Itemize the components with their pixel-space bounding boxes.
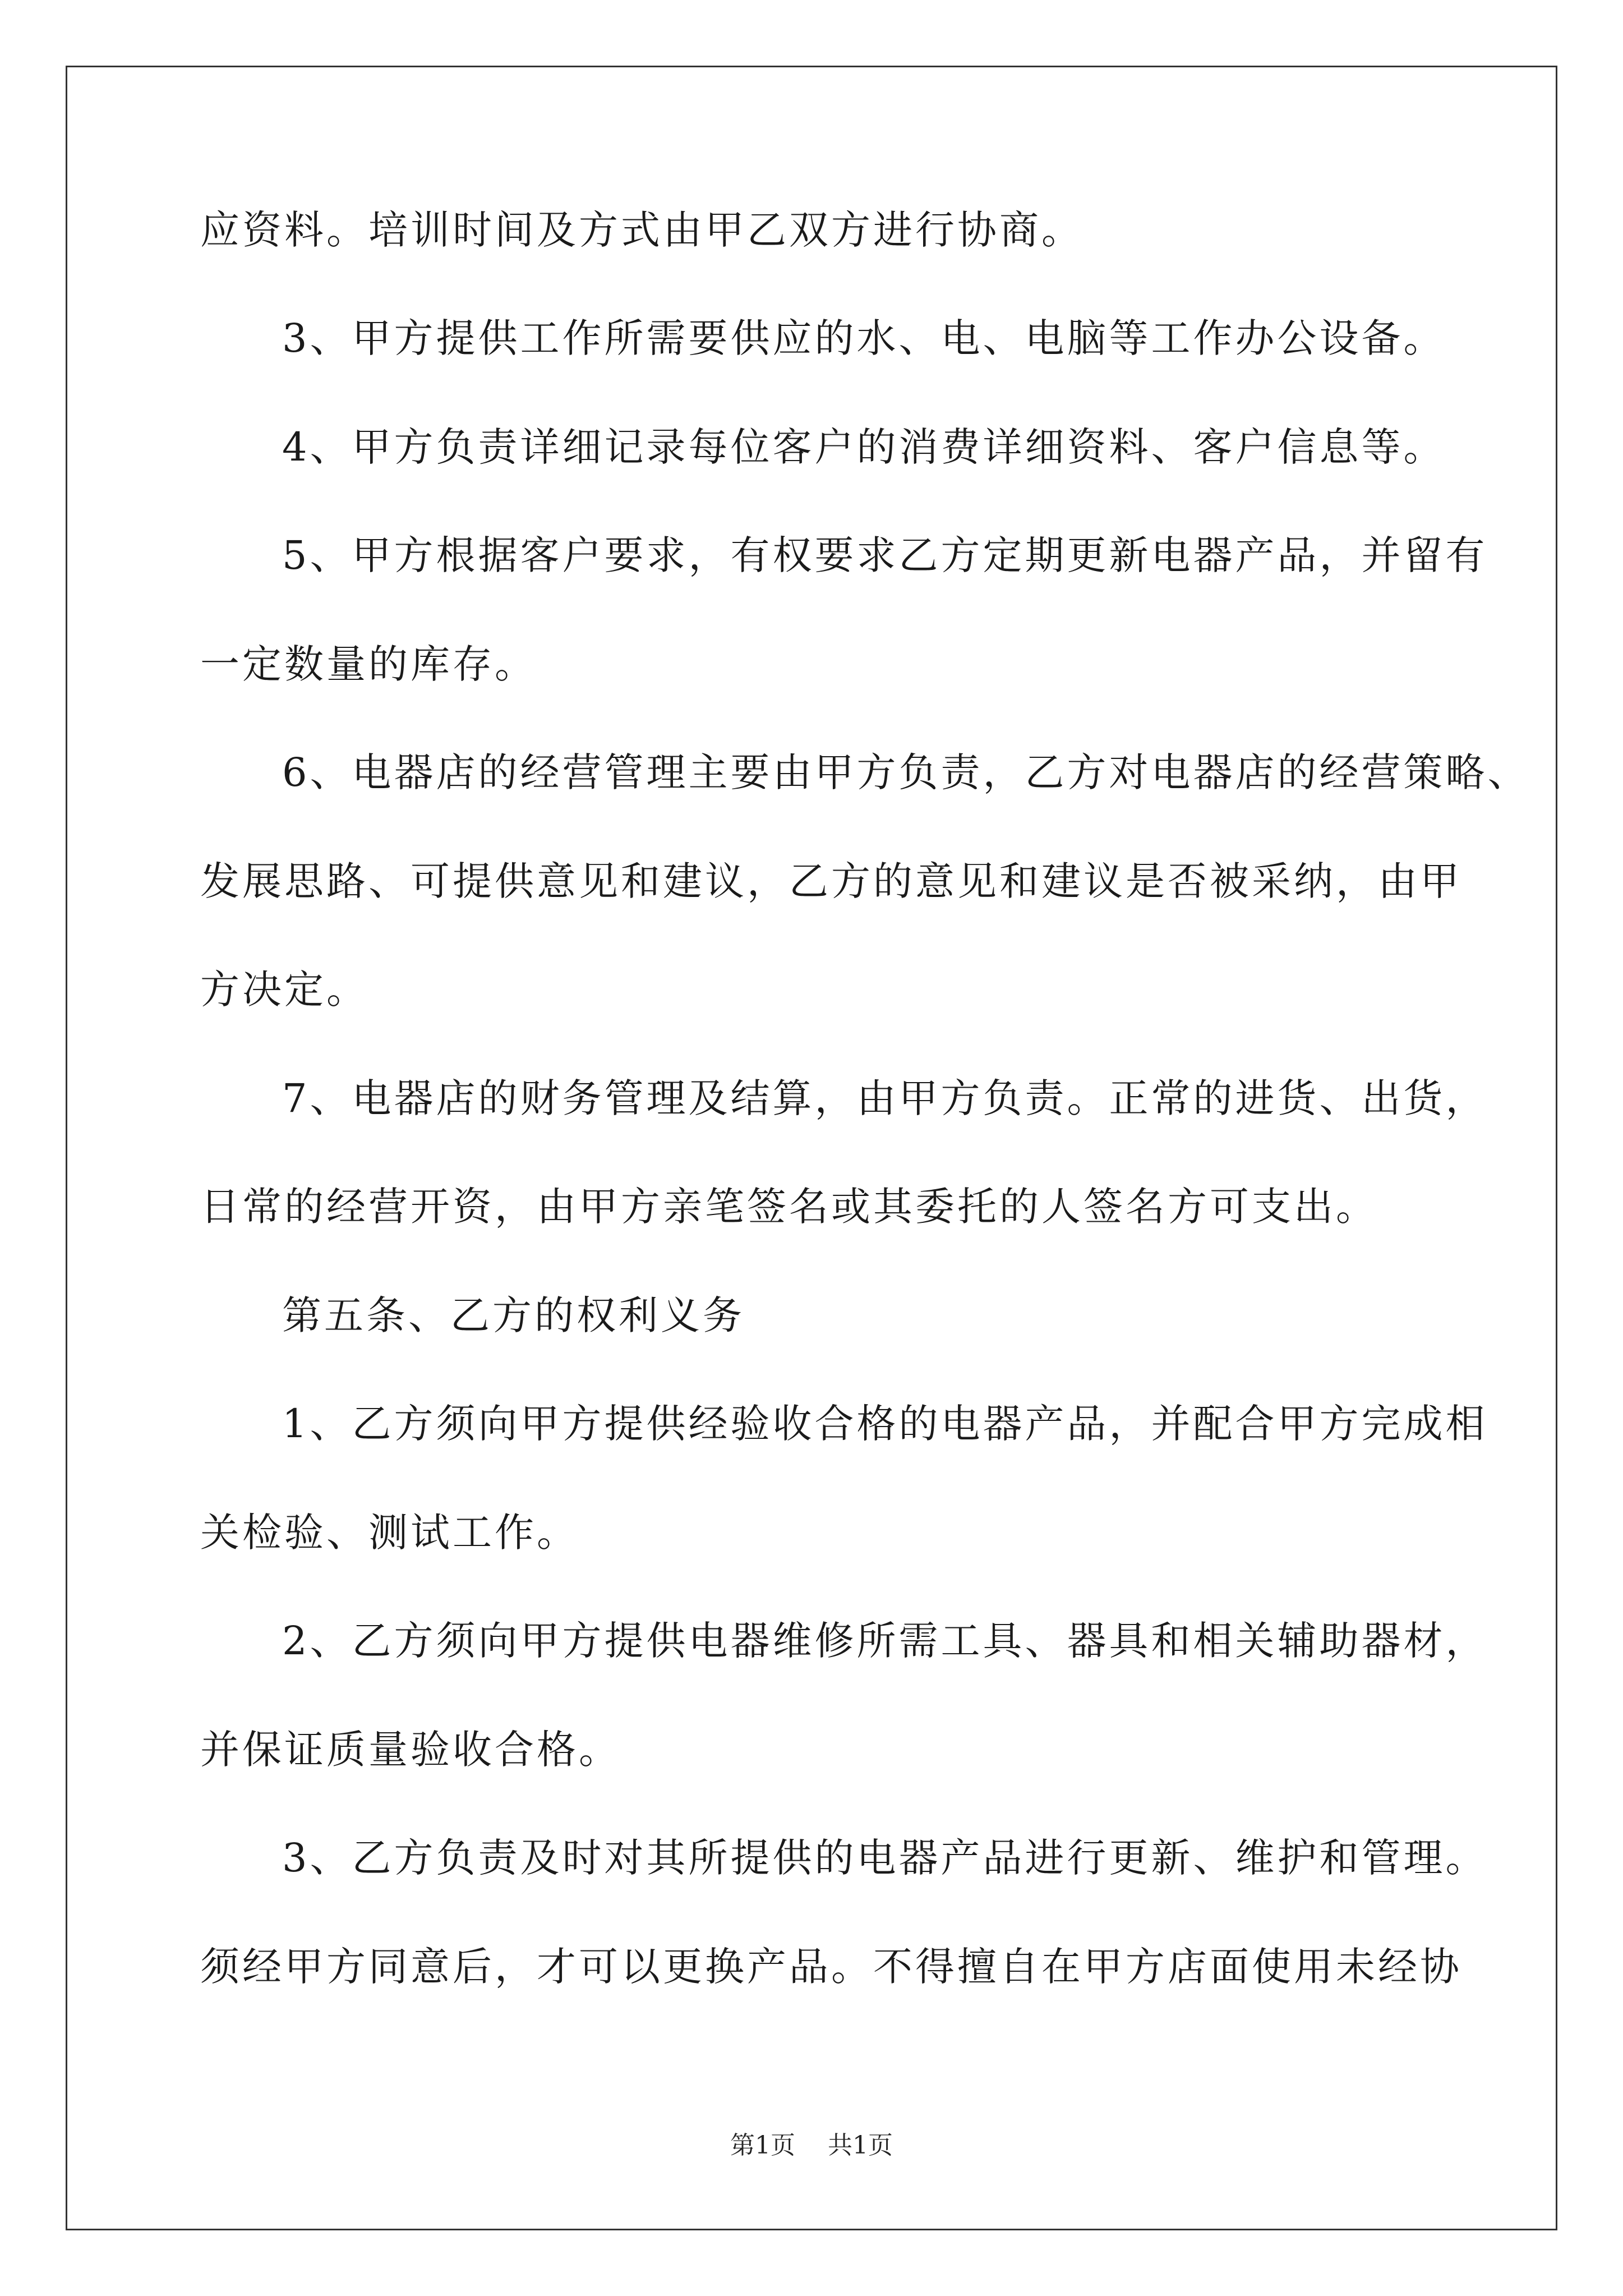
page-footer — [0, 2129, 1623, 2162]
text-line: 1、乙方须向甲方提供经验收合格的电器产品，并配合甲方完成相 — [282, 1401, 1488, 1447]
text-line: 方决定。 — [200, 967, 368, 1013]
text-line: 发展思路、可提供意见和建议，乙方的意见和建议是否被采纳，由甲 — [200, 858, 1462, 904]
text-line: 并保证质量验收合格。 — [200, 1727, 621, 1773]
text-line: 7、电器店的财务管理及结算，由甲方负责。正常的进货、出货， — [282, 1075, 1488, 1121]
page-number: 第1页 — [730, 2131, 795, 2160]
text-line: 3、甲方提供工作所需要供应的水、电、电脑等工作办公设备。 — [282, 315, 1446, 361]
text-line: 6、电器店的经营管理主要由甲方负责，乙方对电器店的经营策略、 — [282, 749, 1530, 795]
page-border — [66, 66, 1557, 2230]
text-line: 5、甲方根据客户要求，有权要求乙方定期更新电器产品，并留有 — [282, 532, 1488, 578]
text-line: 关检验、测试工作。 — [200, 1510, 579, 1556]
section-heading: 第五条、乙方的权利义务 — [282, 1292, 745, 1338]
text-line: 3、乙方负责及时对其所提供的电器产品进行更新、维护和管理。 — [282, 1835, 1488, 1881]
text-line: 2、乙方须向甲方提供电器维修所需工具、器具和相关辅助器材， — [282, 1618, 1488, 1664]
text-line: 日常的经营开资，由甲方亲笔签名或其委托的人签名方可支出。 — [200, 1184, 1378, 1230]
page-total: 共1页 — [828, 2131, 893, 2160]
text-line: 4、甲方负责详细记录每位客户的消费详细资料、客户信息等。 — [282, 424, 1446, 470]
text-line: 须经甲方同意后，才可以更换产品。不得擅自在甲方店面使用未经协 — [200, 1944, 1462, 1990]
text-line: 应资料。培训时间及方式由甲乙双方进行协商。 — [200, 207, 1083, 253]
text-line: 一定数量的库存。 — [200, 641, 537, 687]
